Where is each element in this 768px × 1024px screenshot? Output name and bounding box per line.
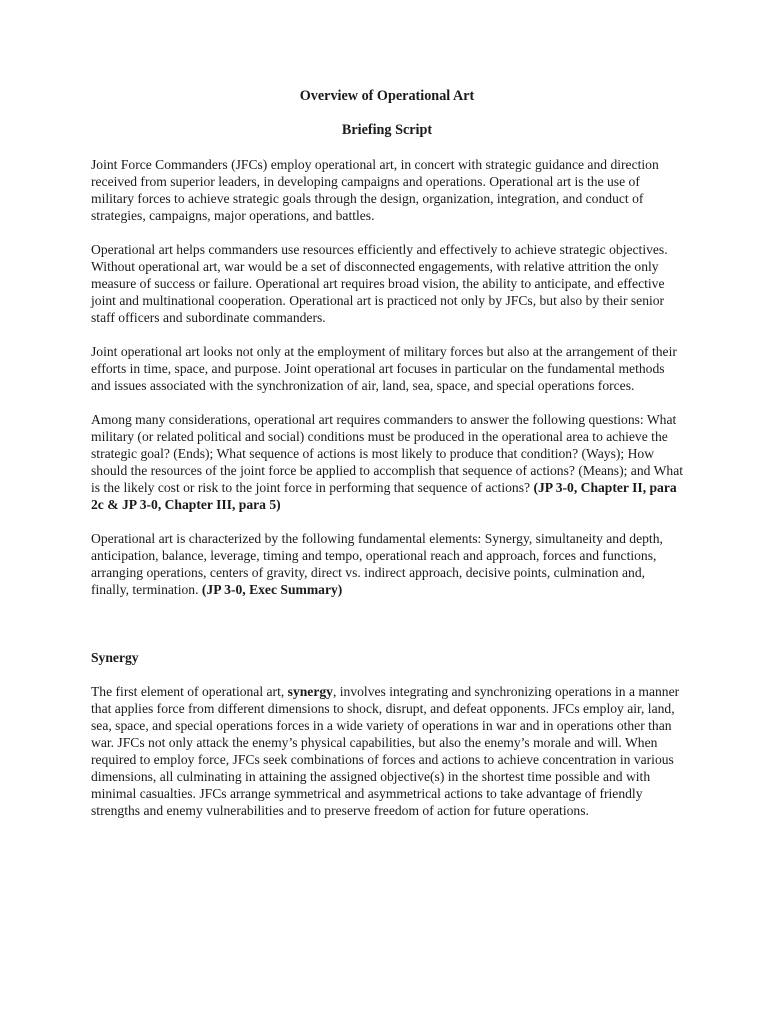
- considerations-citation: (JP 3-0, Chapter II, para 2c & JP 3-0, Chapter III, para 5): [91, 480, 677, 512]
- section-spacer: [91, 615, 683, 649]
- paragraph-considerations: [91, 411, 683, 513]
- considerations-text: Among many considerations, operational art requires commanders to answer the following questions: What military (or related political and social) conditions must be produced in the operational area to achieve the strategic goal? (Ends); What sequence of actions is most likely to produce that condition? (Ways); How should the resources of the joint force be applied to accomplish that sequence of actions? (Means); and What is the likely cost or risk to the joint force in performing that sequence of actions?: [91, 412, 684, 495]
- section-heading-synergy: Synergy: [91, 650, 139, 665]
- fundamental-elements-text: Operational art is characterized by the following fundamental elements: Synergy, simultaneity and depth, anticipation, balance, leverage, timing and tempo, operational reach and approach, forces and functions, arranging operations, centers of gravity, direct vs. indirect approach, decisive points, culmination and, finally, termination.: [91, 531, 663, 597]
- paragraph-resources: Operational art helps commanders use resources efficiently and effectively to achieve strategic objectives. Without operational art, war would be a set of disconnected engagements, with relative attrition the only measure of success or failure. Operational art requires broad vision, the ability to anticipate, and effective joint and multinational cooperation. Operational art is practiced not only by JFCs, but also by their senior staff officers and subordinate commanders.: [91, 242, 668, 325]
- paragraph-joint-operational-art: Joint operational art looks not only at the employment of military forces but also at the arrangement of their efforts in time, space, and purpose. Joint operational art focuses in particular on the fundamental methods and issues associated with the synchronization of air, land, sea, space, and special operations forces.: [91, 344, 677, 393]
- synergy-term: synergy: [287, 684, 333, 699]
- paragraph-fundamental-elements: [91, 530, 683, 598]
- fundamental-elements-citation: (JP 3-0, Exec Summary): [201, 582, 343, 597]
- document-title: Overview of Operational Art: [299, 88, 475, 104]
- paragraph-jfc-intro: Joint Force Commanders (JFCs) employ operational art, in concert with strategic guidance and direction received from superior leaders, in developing campaigns and operations. Operational art is the use of military forces to achieve strategic goals through the design, organization, integration, and conduct of strategies, campaigns, major operations, and battles.: [91, 157, 659, 223]
- document-page: [91, 88, 683, 836]
- synergy-text-rest: , involves integrating and synchronizing operations in a manner that applies force from different dimensions to shock, disrupt, and defeat opponents. JFCs employ air, land, sea, space, and special operations forces in a wide variety of operations in war and in operations other than war. JFCs not only attack the enemy’s physical capabilities, but also the enemy’s morale and will. When required to employ force, JFCs seek combinations of forces and actions to achieve concentration in various dimensions, all culminating in attaining the assigned objective(s) in the shortest time possible and with minimal casualties. JFCs arrange symmetrical and asymmetrical actions to take advantage of friendly strengths and enemy vulnerabilities and to preserve freedom of action for future operations.: [91, 684, 680, 818]
- paragraph-synergy: [91, 683, 683, 819]
- synergy-text-start: The first element of operational art,: [91, 684, 288, 699]
- document-subtitle: Briefing Script: [341, 122, 433, 138]
